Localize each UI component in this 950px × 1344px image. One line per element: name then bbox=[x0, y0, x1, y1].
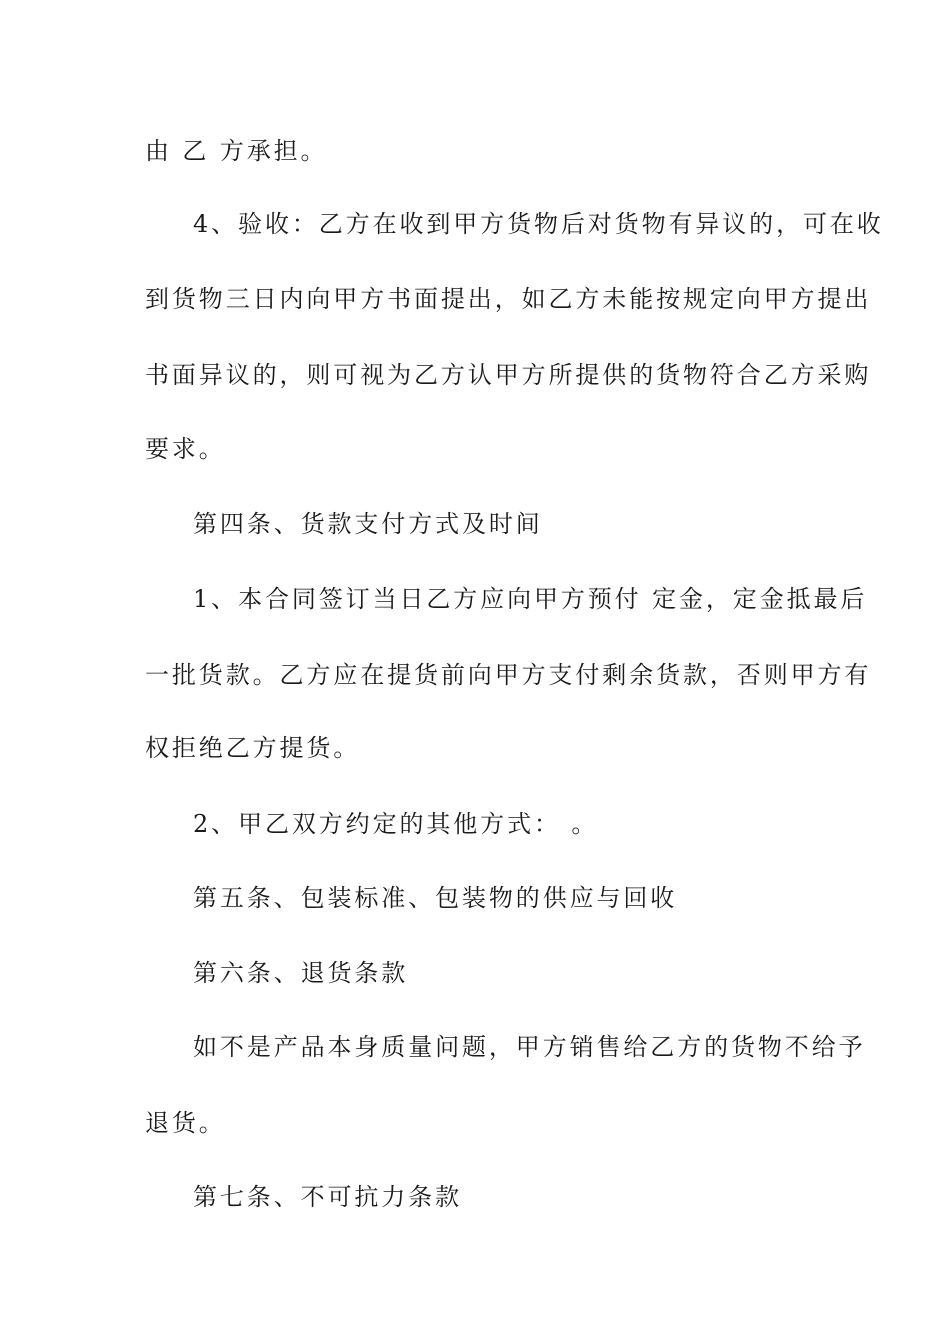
text-line-14: 退货。 bbox=[145, 1109, 226, 1137]
section-heading-7: 第七条、不可抗力条款 bbox=[193, 1183, 462, 1211]
text-line-8: 一批货款。乙方应在提货前向甲方支付剩余货款，否则甲方有 bbox=[145, 661, 872, 689]
section-heading-6: 第六条、退货条款 bbox=[193, 959, 409, 987]
section-heading-4: 第四条、货款支付方式及时间 bbox=[193, 510, 543, 538]
text-line-1: 由 乙 方承担。 bbox=[145, 137, 328, 165]
text-line-3: 到货物三日内向甲方书面提出，如乙方未能按规定向甲方提出 bbox=[145, 285, 872, 313]
text-line-2: 4、验收：乙方在收到甲方货物后对货物有异议的，可在收 bbox=[193, 210, 884, 238]
text-line-5: 要求。 bbox=[145, 435, 226, 463]
text-line-9: 权拒绝乙方提货。 bbox=[145, 734, 361, 762]
text-line-4: 书面异议的，则可视为乙方认甲方所提供的货物符合乙方采购 bbox=[145, 361, 872, 389]
text-line-10: 2、甲乙双方约定的其他方式： 。 bbox=[193, 810, 599, 838]
text-line-7: 1、本合同签订当日乙方应向甲方预付 定金，定金抵最后 bbox=[193, 585, 868, 613]
section-heading-5: 第五条、包装标准、包装物的供应与回收 bbox=[193, 884, 678, 912]
text-line-13: 如不是产品本身质量问题，甲方销售给乙方的货物不给予 bbox=[193, 1033, 866, 1061]
